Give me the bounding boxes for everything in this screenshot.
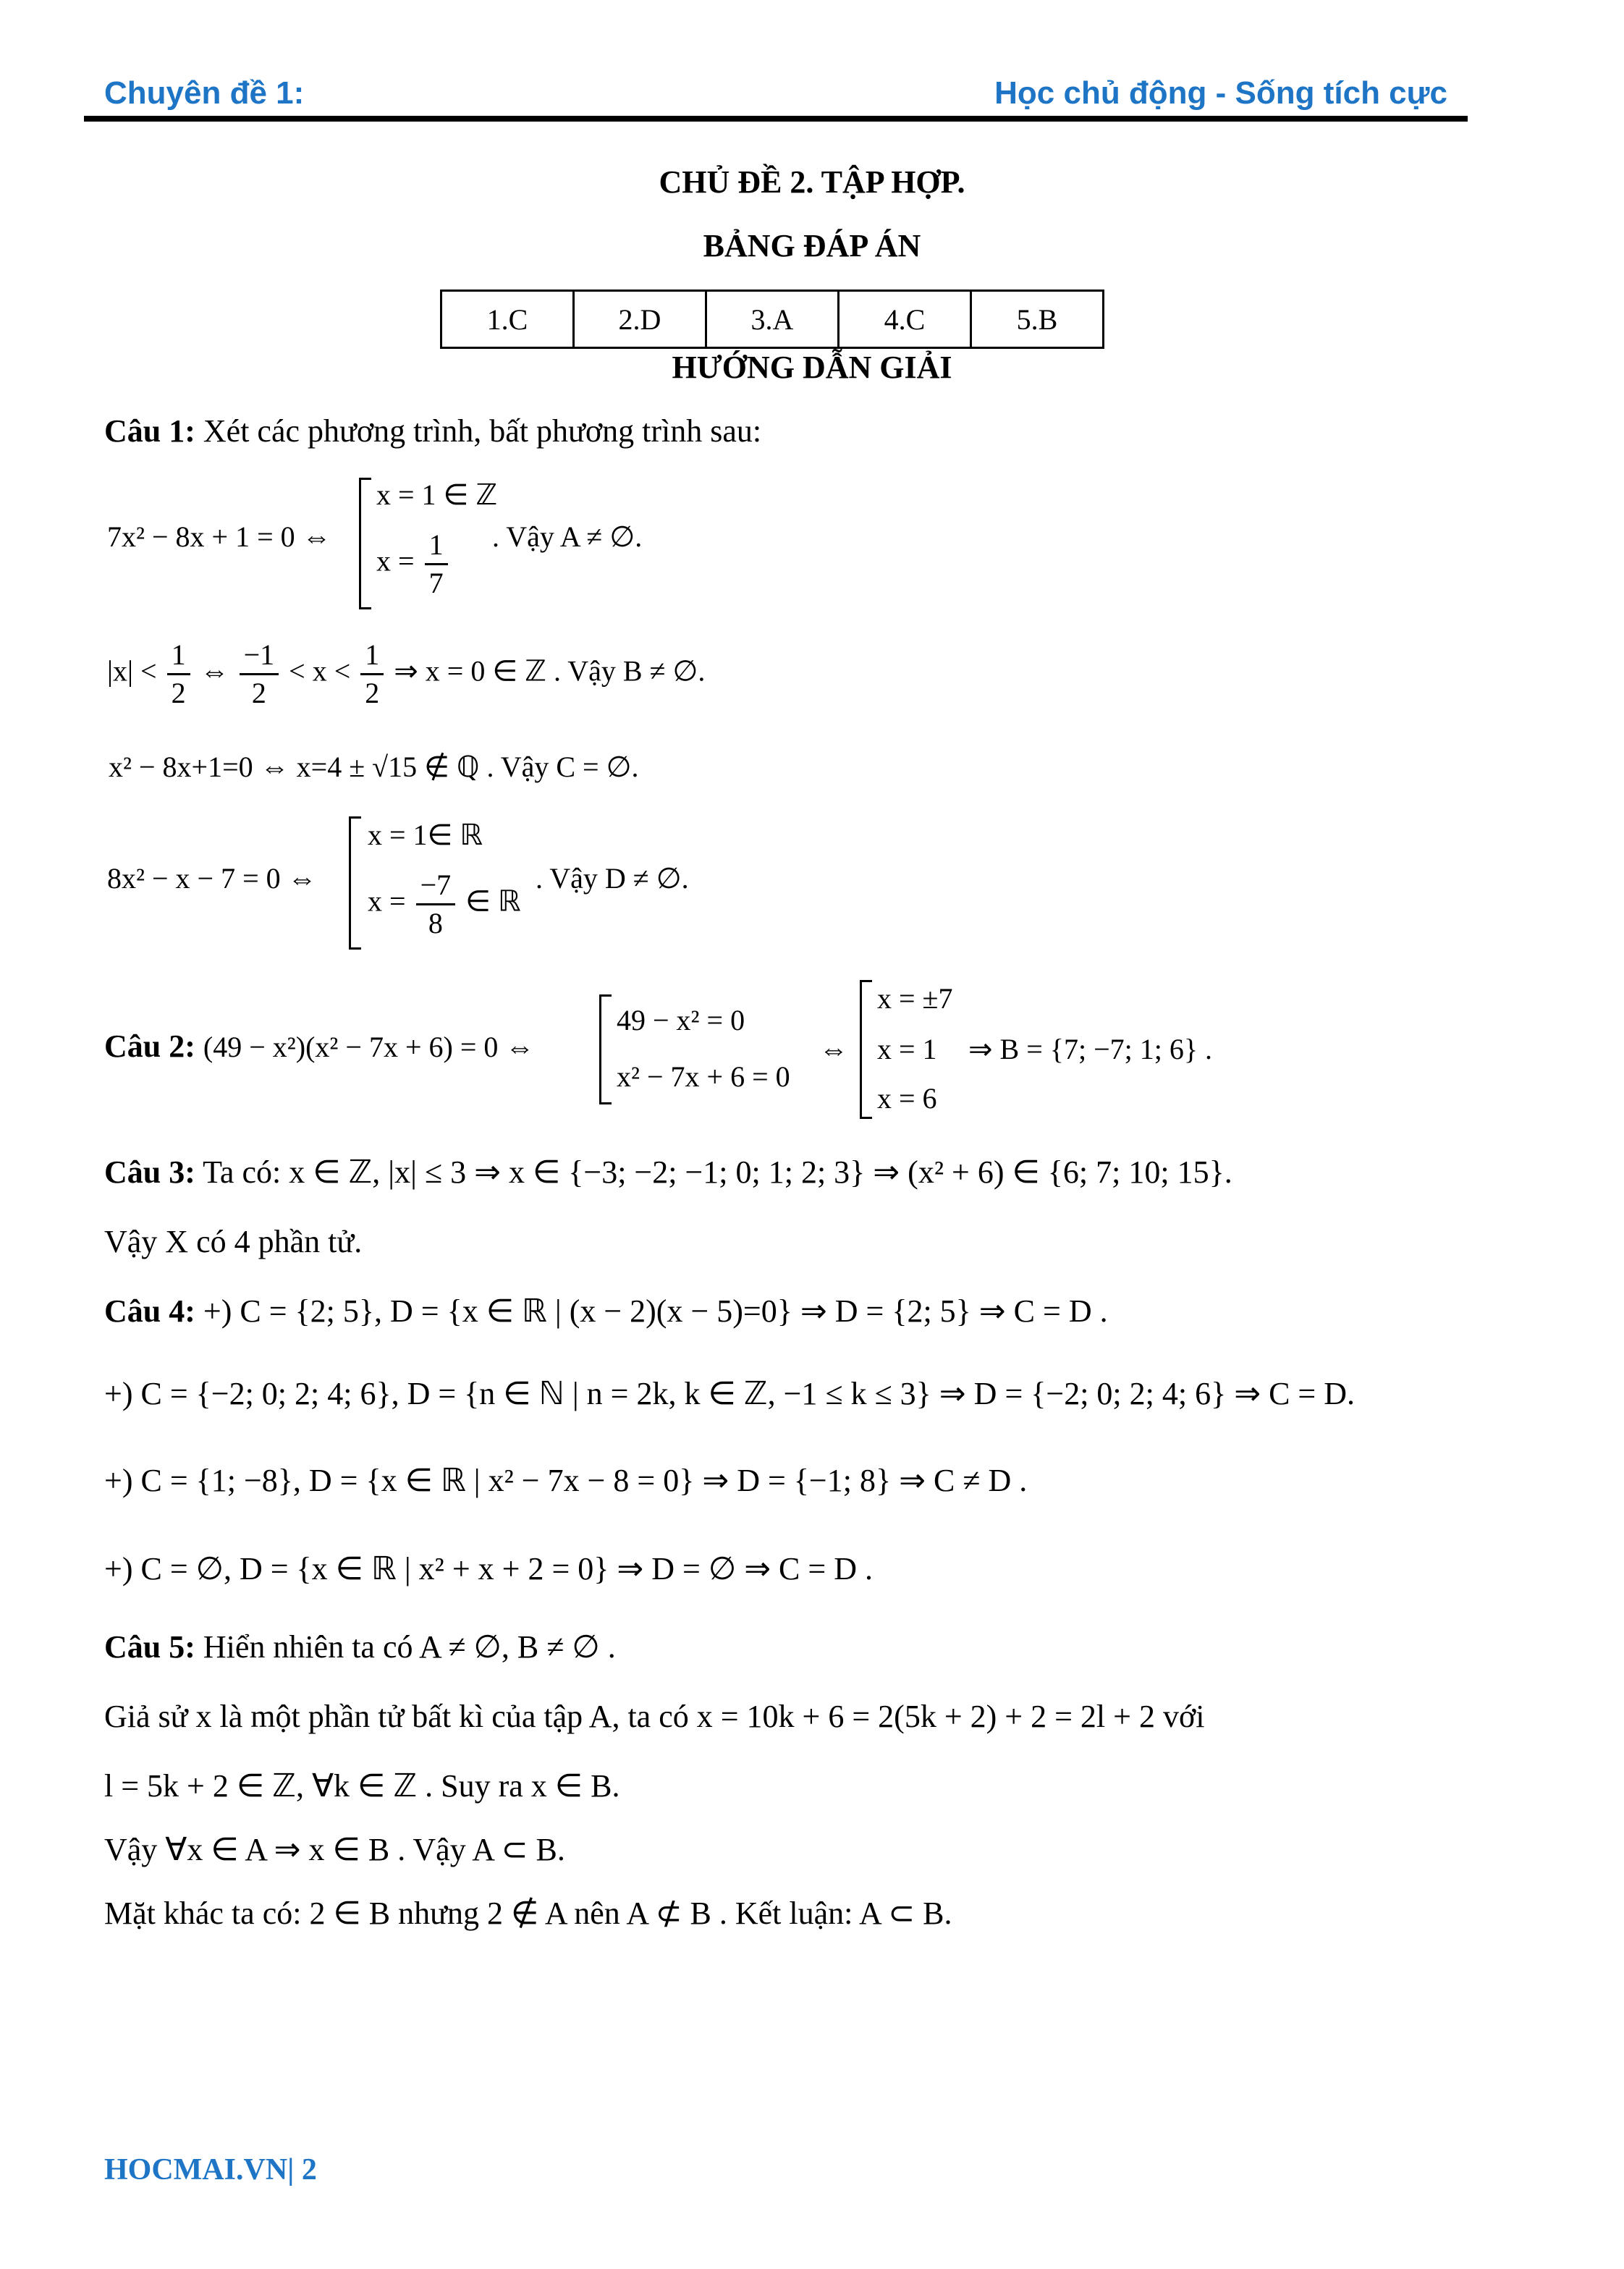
q1-eq4-root2-suffix: ∈ ℝ bbox=[465, 884, 521, 918]
denominator: 8 bbox=[428, 907, 443, 939]
q1-eq2-part: |x| < bbox=[107, 654, 157, 688]
header-right: Học chủ động - Sống tích cực bbox=[994, 75, 1447, 111]
q2-lhs: (49 − x²)(x² − 7x + 6) = 0 ⇔ bbox=[203, 1031, 535, 1063]
q5-label: Câu 5: bbox=[104, 1629, 195, 1665]
q4-case-4: +) C = ∅, D = {x ∈ ℝ | x² + x + 2 = 0} ⇒ D = ∅ ⇒ C = D . bbox=[104, 1551, 873, 1586]
fraction bbox=[416, 867, 456, 942]
q1-eq1-bracket bbox=[359, 478, 371, 609]
q3-line2: Vậy X có 4 phần tử. bbox=[104, 1224, 363, 1259]
q2-line bbox=[104, 1028, 534, 1066]
q4-line1 bbox=[104, 1293, 1108, 1331]
answer-cell: 2.D bbox=[574, 291, 706, 348]
denominator: 2 bbox=[171, 677, 186, 709]
q2-bracket-1 bbox=[599, 994, 612, 1104]
q1-eq4-lhs: 8x² − x − 7 = 0 ⇔ bbox=[107, 862, 317, 895]
answer-cell: 1.C bbox=[441, 291, 574, 348]
q5-text-2: Giả sử x là một phần tử bất kì của tập A, ta có x = 10k + 6 = 2(5k + 2) + 2 = 2l + 2 với bbox=[104, 1699, 1205, 1734]
q1-eq4-bracket bbox=[349, 816, 361, 950]
q3-text: Ta có: x ∈ ℤ, |x| ≤ 3 ⇒ x ∈ {−3; −2; −1; 0; 1; 2; 3} ⇒ (x² + 6) ∈ {6; 7; 10; 15}. bbox=[203, 1154, 1232, 1190]
fraction bbox=[240, 637, 279, 711]
fraction bbox=[360, 637, 384, 711]
q2-system-2: x² − 7x + 6 = 0 bbox=[617, 1060, 790, 1093]
q2-solution-2: x = 1 bbox=[877, 1033, 937, 1065]
q1-eq2-part: ⇔ bbox=[200, 654, 229, 688]
denominator: 2 bbox=[365, 677, 380, 709]
q4-case-3: +) C = {1; −8}, D = {x ∈ ℝ | x² − 7x − 8 = 0} ⇒ D = {−1; 8} ⇒ C ≠ D . bbox=[104, 1463, 1028, 1498]
header-rule bbox=[84, 116, 1468, 122]
q1-eq1-root2 bbox=[376, 527, 451, 601]
q4-case-1: +) C = {2; 5}, D = {x ∈ ℝ | (x − 2)(x − 5)=0} ⇒ D = {2; 5} ⇒ C = D . bbox=[203, 1293, 1108, 1329]
q1-eq1-lhs: 7x² − 8x + 1 = 0 ⇔ bbox=[107, 520, 331, 553]
q2-solution-3: x = 6 bbox=[877, 1082, 937, 1115]
q3-line bbox=[104, 1154, 1232, 1192]
answer-cell: 4.C bbox=[839, 291, 971, 348]
answer-cell: 5.B bbox=[971, 291, 1104, 348]
q1-eq4-conclusion: . Vậy D ≠ ∅. bbox=[536, 862, 689, 895]
q2-system-1: 49 − x² = 0 bbox=[617, 1004, 745, 1036]
numerator: 1 bbox=[167, 637, 190, 675]
q1-intro: Xét các phương trình, bất phương trình sau: bbox=[203, 413, 762, 449]
q4-label: Câu 4: bbox=[104, 1293, 195, 1329]
q1-intro-line bbox=[104, 413, 761, 451]
q1-eq2 bbox=[107, 637, 705, 711]
q1-eq4-root2 bbox=[368, 867, 521, 942]
fraction bbox=[167, 637, 190, 711]
footer: HOCMAI.VN| 2 bbox=[104, 2153, 317, 2186]
q2-bracket-2 bbox=[860, 980, 872, 1119]
q5-line1 bbox=[104, 1628, 616, 1667]
q2-equiv: ⇔ bbox=[819, 1033, 848, 1065]
header-left: Chuyên đề 1: bbox=[104, 75, 305, 111]
q1-eq2-part: < x < bbox=[289, 654, 351, 688]
answer-cell: 3.A bbox=[706, 291, 839, 348]
numerator: 1 bbox=[360, 637, 384, 675]
q3-label: Câu 3: bbox=[104, 1154, 195, 1190]
q1-eq2-part: ⇒ x = 0 ∈ ℤ . Vậy B ≠ ∅. bbox=[394, 654, 706, 688]
numerator: 1 bbox=[425, 527, 448, 565]
q5-text-5: Mặt khác ta có: 2 ∈ B nhưng 2 ∉ A nên A ⊄ B . Kết luận: A ⊂ B. bbox=[104, 1896, 952, 1931]
q5-text-1: Hiển nhiên ta có A ≠ ∅, B ≠ ∅ . bbox=[203, 1629, 616, 1665]
q1-eq1-conclusion: . Vậy A ≠ ∅. bbox=[492, 520, 643, 553]
q2-label: Câu 2: bbox=[104, 1028, 195, 1064]
q1-eq3: x² − 8x+1=0 ⇔ x=4 ± √15 ∉ ℚ . Vậy C = ∅. bbox=[109, 751, 639, 783]
q5-text-3: l = 5k + 2 ∈ ℤ, ∀k ∈ ℤ . Suy ra x ∈ B. bbox=[104, 1768, 620, 1804]
numerator: −7 bbox=[416, 867, 456, 905]
q1-eq1-root2-prefix: x = bbox=[376, 544, 415, 578]
page-title: CHỦ ĐỀ 2. TẬP HỢP. bbox=[659, 164, 965, 200]
q1-label: Câu 1: bbox=[104, 413, 195, 449]
q5-text-4: Vậy ∀x ∈ A ⇒ x ∈ B . Vậy A ⊂ B. bbox=[104, 1832, 565, 1867]
denominator: 2 bbox=[251, 677, 266, 709]
q1-eq4-root2-prefix: x = bbox=[368, 884, 406, 918]
answer-heading: BẢNG ĐÁP ÁN bbox=[703, 228, 921, 263]
fraction bbox=[425, 527, 448, 601]
numerator: −1 bbox=[240, 637, 279, 675]
answer-table bbox=[440, 290, 1104, 349]
denominator: 7 bbox=[428, 567, 444, 599]
q4-case-2: +) C = {−2; 0; 2; 4; 6}, D = {n ∈ ℕ | n = 2k, k ∈ ℤ, −1 ≤ k ≤ 3} ⇒ D = {−2; 0; 2; 4; 6} ⇒ C = D. bbox=[104, 1376, 1356, 1411]
q2-conclusion: ⇒ B = {7; −7; 1; 6} . bbox=[968, 1033, 1213, 1065]
guide-heading: HƯỚNG DẪN GIẢI bbox=[672, 350, 952, 385]
q2-solution-1: x = ±7 bbox=[877, 982, 953, 1015]
q1-eq4-root1: x = 1∈ ℝ bbox=[368, 819, 483, 851]
q1-eq1-root1: x = 1 ∈ ℤ bbox=[376, 478, 498, 511]
